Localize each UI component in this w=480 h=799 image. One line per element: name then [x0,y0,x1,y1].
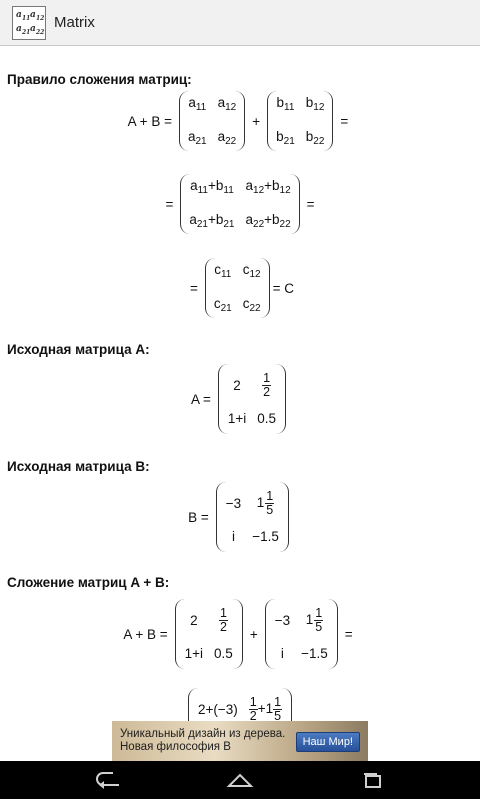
ad-banner[interactable] [112,721,368,761]
matrix-a-row [0,359,480,439]
lhs-a: A = [190,391,211,407]
matrix-c-symbolic: $c_{11}$ $c_{12}$ $c_{21}$ $c_{22}$ [205,258,270,318]
rule-row-1: A + B = $a_{11}$ $a_{12}$ $a_{21}$ $a_{22}$ + $b_{11}$ $b_{12}$ $b_{21}$ $b_{22}$ = [0,91,480,151]
addition-row: A + B = 2 $\frac{1}{2}$ 1+i 0.5 + −3 1 $\frac{1}{5}$ i −1.5 = [0,592,480,676]
lhs-a-plus-b: A + B = [127,113,172,129]
back-icon[interactable] [88,765,128,795]
app-title: Matrix [54,14,95,31]
matrix-a-values: 2 $\frac{1}{2}$ 1+i 0.5 [218,364,286,434]
equals-c: = C [272,280,295,296]
lhs-a-plus-b-values: A + B = [123,626,168,642]
addition-result-row [0,688,480,721]
heading-source-matrix-a: Исходная матрица A: [7,342,150,357]
action-bar [0,0,480,46]
matrix-b-values-sum: −3 1 $\frac{1}{5}$ i −1.5 [265,599,338,669]
matrix-b-values: −3 1 $\frac{1}{5}$ i −1.5 [216,482,289,552]
matrix-sum-values: 2+(−3) $\frac{1}{2}$ +1 $\frac{1}{5}$ [188,688,292,721]
recents-icon[interactable] [352,765,392,795]
heading-source-matrix-b: Исходная матрица B: [7,459,150,474]
content-scroll[interactable] [0,46,480,721]
matrix-a-values-sum: 2 $\frac{1}{2}$ 1+i 0.5 [175,599,243,669]
matrix-b-row [0,475,480,559]
rule-row-2: = $a_{11}+b_{11}$ $a_{12}+b_{12}$ $a_{21}+b_{21}$ $a_{22}+b_{22}$ = [0,174,480,234]
heading-matrix-addition: Сложение матриц A + B: [7,575,170,590]
ad-text: Уникальный дизайн из дерева. Новая философия В [120,728,286,753]
matrix-sum-symbolic: $a_{11}+b_{11}$ $a_{12}+b_{12}$ $a_{21}+b_{21}$ $a_{22}+b_{22}$ [180,174,299,234]
app-matrix-icon: a 11 a 12 a 21 a 22 [12,6,46,40]
rule-row-3: = $c_{11}$ $c_{12}$ $c_{21}$ $c_{22}$ = C [0,258,480,318]
ad-cta-button[interactable]: Наш Мир! [296,732,360,752]
matrix-a-symbolic: $a_{11}$ $a_{12}$ $a_{21}$ $a_{22}$ [179,91,245,151]
matrix-b-symbolic: $b_{11}$ $b_{12}$ $b_{21}$ $b_{22}$ [267,91,333,151]
home-icon[interactable] [220,765,260,795]
heading-addition-rule: Правило сложения матриц: [7,72,192,87]
lhs-b: B = [188,509,209,525]
system-navbar [0,761,480,799]
